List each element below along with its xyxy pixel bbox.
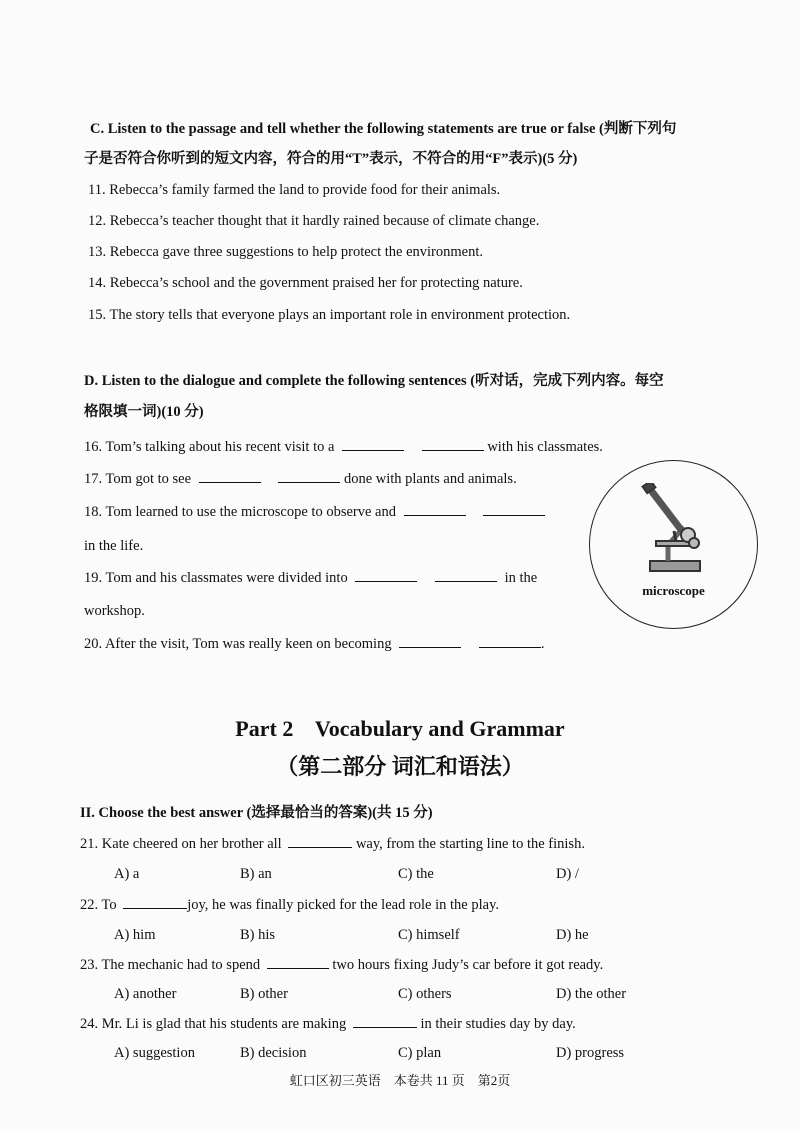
answer-blank[interactable]	[483, 503, 545, 516]
question-17-text-end: done with plants and animals.	[343, 471, 517, 487]
option-a[interactable]: A) him	[114, 927, 156, 943]
question-14: 14. Rebecca’s school and the government praised her for protecting nature.	[88, 275, 523, 291]
question-21	[80, 835, 585, 853]
question-11: 11. Rebecca’s family farmed the land to provide food for their animals.	[88, 182, 501, 198]
answer-blank[interactable]	[278, 470, 340, 483]
answer-blank[interactable]	[123, 896, 187, 909]
option-b[interactable]: B) other	[240, 986, 288, 1002]
part2-title: Part 2 Vocabulary and Grammar	[235, 716, 565, 741]
answer-blank[interactable]	[404, 503, 466, 516]
question-22-text-end: joy, he was finally picked for the lead role in the play.	[187, 897, 499, 913]
option-d[interactable]: D) /	[556, 866, 579, 882]
question-17-text: 17. Tom got to see	[84, 471, 192, 487]
question-23-text: 23. The mechanic had to spend	[80, 957, 261, 973]
question-21-text-end: way, from the starting line to the finish.	[355, 836, 585, 852]
page-footer: 虹口区初三英语 本卷共 11 页 第2页	[289, 1073, 511, 1088]
question-24-text-end: in their studies day by day.	[420, 1016, 576, 1032]
question-24-text: 24. Mr. Li is glad that his students are making	[80, 1016, 347, 1032]
answer-blank[interactable]	[479, 635, 541, 648]
question-18-cont: in the life.	[84, 538, 144, 554]
option-a[interactable]: A) a	[114, 866, 140, 882]
question-23	[80, 956, 603, 974]
question-16-text-end: with his classmates.	[487, 439, 603, 455]
answer-blank[interactable]	[342, 438, 404, 451]
option-c[interactable]: C) plan	[398, 1045, 442, 1061]
part2-subtitle: （第二部分 词汇和语法）	[276, 754, 524, 779]
question-17	[84, 470, 517, 488]
question-24	[80, 1015, 576, 1033]
answer-blank[interactable]	[435, 569, 497, 582]
question-19	[84, 569, 537, 587]
question-22-text: 22. To	[80, 897, 117, 913]
answer-blank[interactable]	[353, 1015, 417, 1028]
question-22	[80, 896, 499, 914]
option-c[interactable]: C) others	[398, 986, 452, 1002]
question-18-text: 18. Tom learned to use the microscope to observe and	[84, 504, 396, 520]
answer-blank[interactable]	[199, 470, 261, 483]
section-d-heading: D. Listen to the dialogue and complete the following sentences (听对话，完成下列内容。每空	[84, 373, 664, 389]
answer-blank[interactable]	[422, 438, 484, 451]
question-13: 13. Rebecca gave three suggestions to help protect the environment.	[88, 244, 483, 260]
microscope-figure	[589, 460, 758, 629]
answer-blank[interactable]	[288, 835, 352, 848]
option-b[interactable]: B) decision	[240, 1045, 307, 1061]
microscope-icon	[628, 483, 718, 578]
option-d[interactable]: D) progress	[556, 1045, 625, 1061]
microscope-label: microscope	[642, 583, 705, 598]
option-d[interactable]: D) he	[556, 927, 589, 943]
question-21-text: 21. Kate cheered on her brother all	[80, 836, 282, 852]
option-c[interactable]: C) himself	[398, 927, 460, 943]
option-d[interactable]: D) the other	[556, 986, 627, 1002]
section-c-heading: C. Listen to the passage and tell whether the following statements are true or false (判断下列句	[90, 121, 677, 137]
question-12: 12. Rebecca’s teacher thought that it hardly rained because of climate change.	[88, 213, 540, 229]
section-d-heading-cn: 格限填一词)(10 分)	[84, 404, 204, 420]
question-18	[84, 503, 545, 521]
option-b[interactable]: B) an	[240, 866, 272, 882]
answer-blank[interactable]	[399, 635, 461, 648]
option-a[interactable]: A) another	[114, 986, 177, 1002]
question-20-text: 20. After the visit, Tom was really keen on becoming	[84, 636, 392, 652]
option-b[interactable]: B) his	[240, 927, 276, 943]
question-20-text-end: .	[540, 636, 545, 652]
section-ii-heading: II. Choose the best answer (选择最恰当的答案)(共 15 分)	[80, 805, 433, 821]
question-15: 15. The story tells that everyone plays an important role in environment protection.	[88, 307, 571, 323]
option-a[interactable]: A) suggestion	[114, 1045, 195, 1061]
question-19-cont: workshop.	[84, 603, 145, 619]
question-19-text-end: in the	[504, 570, 538, 586]
section-c-heading-cn: 子是否符合你听到的短文内容，符合的用“T”表示，不符合的用“F”表示)(5 分)	[84, 151, 578, 167]
answer-blank[interactable]	[267, 956, 329, 969]
question-16	[84, 438, 603, 456]
question-23-text-end: two hours fixing Judy’s car before it got ready.	[332, 957, 604, 973]
question-20	[84, 635, 544, 653]
option-c[interactable]: C) the	[398, 866, 434, 882]
question-16-text: 16. Tom’s talking about his recent visit to a	[84, 439, 335, 455]
question-19-text: 19. Tom and his classmates were divided into	[84, 570, 348, 586]
answer-blank[interactable]	[355, 569, 417, 582]
